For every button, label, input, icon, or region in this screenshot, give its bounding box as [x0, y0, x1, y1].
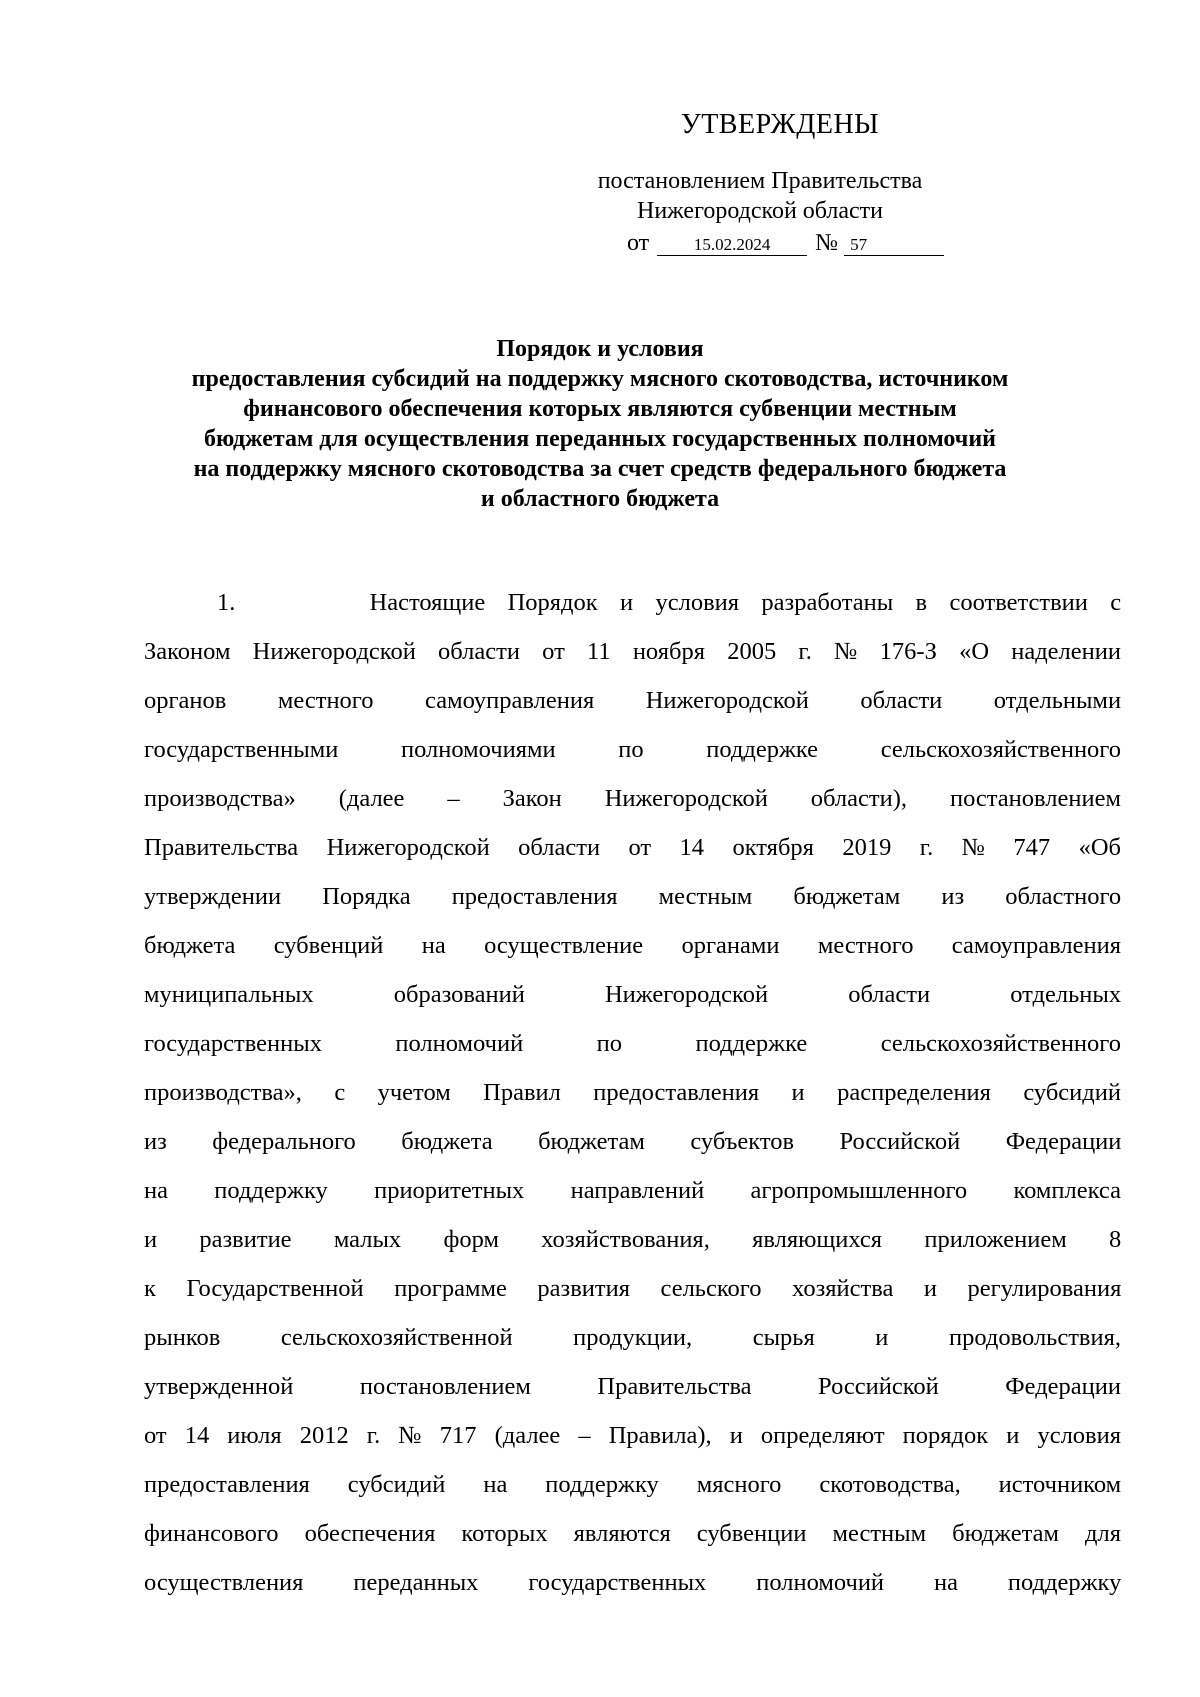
number-sign: № [815, 230, 839, 256]
paragraph-line: Законом Нижегородской области от 11 ноября 2005 г. № 176-З «О наделении [144, 638, 1121, 665]
paragraph-1 [144, 578, 1121, 1607]
paragraph-line: утверждении Порядка предоставления местным бюджетам из областного [144, 883, 1122, 910]
paragraph-line: предоставления субсидий на поддержку мясного скотоводства, источником [144, 1471, 1122, 1498]
paragraph-line: 1. Настоящие Порядок и условия разработаны в соответствии с [217, 589, 1122, 616]
paragraph-line: Правительства Нижегородской области от 14 октября 2019 г. № 747 «Об [144, 834, 1121, 861]
paragraph-line: государственных полномочий по поддержке сельскохозяйственного [144, 1030, 1121, 1057]
heading-line-3: финансового обеспечения которых являются субвенции местным [243, 396, 957, 422]
paragraph-line: утвержденной постановлением Правительства Российской Федерации [144, 1373, 1121, 1400]
paragraph-line: государственными полномочиями по поддержке сельскохозяйственного [144, 736, 1121, 763]
paragraph-line: на поддержку приоритетных направлений агропромышленного комплекса [144, 1177, 1121, 1204]
approved-by-line: постановлением Правительства [597, 168, 923, 194]
paragraph-line: бюджета субвенций на осуществление органами местного самоуправления [144, 932, 1121, 959]
heading-line-4: бюджетам для осуществления переданных государственных полномочий [204, 426, 996, 452]
paragraph-line: органов местного самоуправления Нижегородской области отдельными [144, 687, 1122, 714]
paragraph-line: муниципальных образований Нижегородской области отдельных [144, 981, 1122, 1008]
heading-line-5: на поддержку мясного скотоводства за счет средств федерального бюджета [193, 456, 1007, 482]
paragraph-line: и развитие малых форм хозяйствования, являющихся приложением 8 [144, 1226, 1122, 1253]
paragraph-line: осуществления переданных государственных полномочий на поддержку [144, 1569, 1122, 1596]
paragraph-line: от 14 июля 2012 г. № 717 (далее – Правила), и определяют порядок и условия [144, 1422, 1121, 1449]
approval-block [560, 108, 960, 226]
approved-title: УТВЕРЖДЕНЫ [680, 109, 880, 140]
heading-line-1: Порядок и условия [496, 336, 704, 362]
paragraph-line: производства» (далее – Закон Нижегородской области), постановлением [144, 785, 1121, 812]
paragraph-line: производства», с учетом Правил предоставления и распределения субсидий [144, 1079, 1121, 1106]
approved-region-line: Нижегородской области [636, 198, 884, 224]
heading-line-6: и областного бюджета [480, 486, 720, 512]
resolution-number: 57 [844, 235, 944, 256]
resolution-reference [627, 228, 944, 258]
paragraph-line: к Государственной программе развития сельского хозяйства и регулирования [144, 1275, 1122, 1302]
paragraph-line: из федерального бюджета бюджетам субъектов Российской Федерации [144, 1128, 1122, 1155]
resolution-date: 15.02.2024 [657, 235, 807, 256]
from-label: от [627, 230, 650, 256]
document-heading [120, 334, 1080, 514]
heading-line-2: предоставления субсидий на поддержку мясного скотоводства, источником [191, 366, 1009, 392]
paragraph-line: финансового обеспечения которых являются субвенции местным бюджетам для [144, 1520, 1121, 1547]
paragraph-line: рынков сельскохозяйственной продукции, сырья и продовольствия, [144, 1324, 1121, 1351]
